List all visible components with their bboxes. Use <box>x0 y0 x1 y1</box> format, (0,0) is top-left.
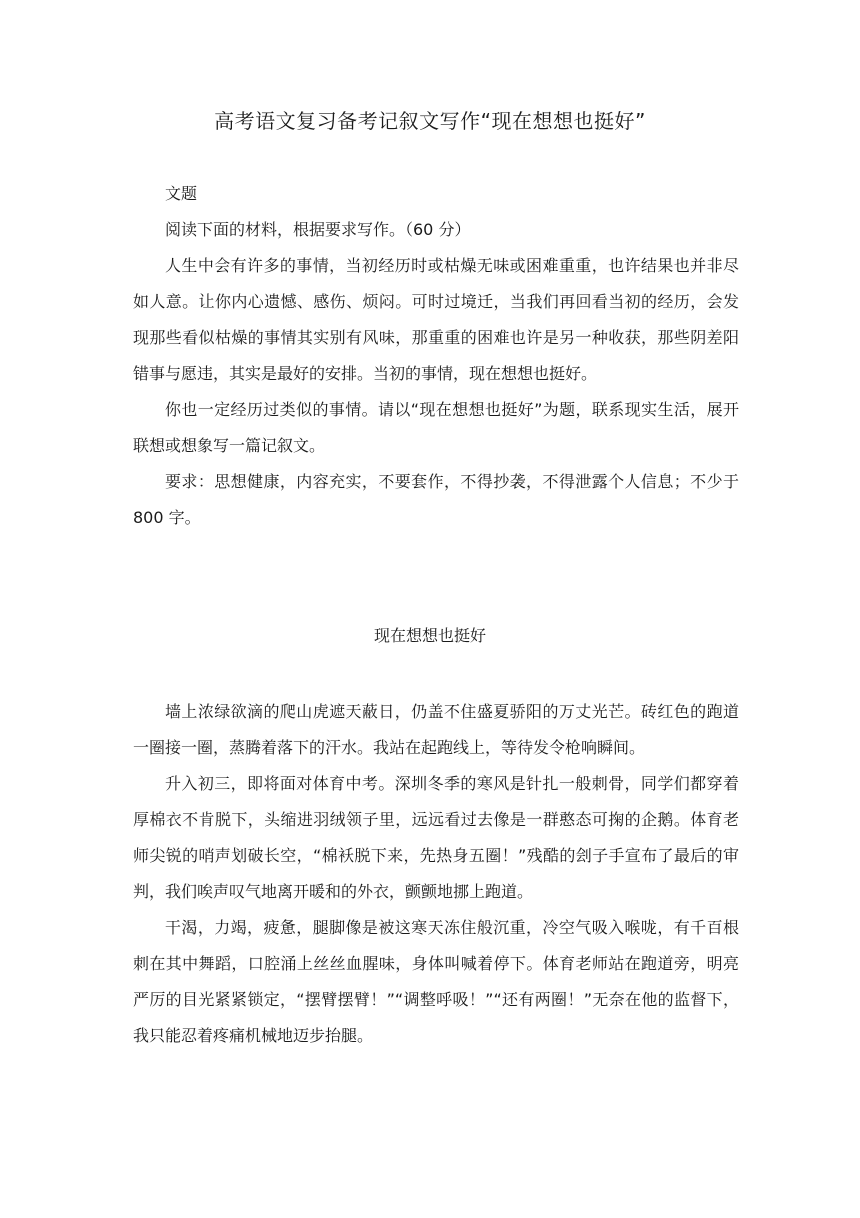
prompt-heading: 文题 <box>165 184 198 203</box>
essay-title: 现在想想也挺好 <box>373 626 486 645</box>
prompt-material-paragraph: 你也一定经历过类似的事情。请以“现在想想也挺好”为题，联系现实生活，展开联想或想象写一篇记叙文。 <box>133 400 739 455</box>
prompt-material-paragraph: 人生中会有许多的事情，当初经历时或枯燥无味或困难重重，也许结果也并非尽如人意。让你内心遗憾、感伤、烦闷。可时过境迁，当我们再回看当初的经历，会发现那些看似枯燥的事情其实别有风味，那重重的困难也许是另一种收获，那些阴差阳错事与愿违，其实是最好的安排。当初的事情，现在想想也挺好。 <box>133 256 739 383</box>
prompt-instruction: 阅读下面的材料，根据要求写作。（60 分） <box>165 220 471 239</box>
essay-paragraph: 升入初三，即将面对体育中考。深圳冬季的寒风是针扎一般刺骨，同学们都穿着厚棉衣不肯脱下，头缩进羽绒领子里，远远看过去像是一群憨态可掬的企鹅。体育老师尖锐的哨声划破长空，“棉袄脱下来，先热身五圈！”残酷的刽子手宣布了最后的审判，我们唉声叹气地离开暖和的外衣，颤颤地挪上跑道。 <box>133 774 739 901</box>
prompt-section <box>133 176 739 536</box>
essay-paragraph: 干渴，力竭，疲惫，腿脚像是被这寒天冻住般沉重，冷空气吸入喉咙，有千百根刺在其中舞蹈，口腔涌上丝丝血腥味，身体叫喊着停下。体育老师站在跑道旁，明亮严厉的目光紧紧锁定，“摆臂摆臂！”“调整呼吸！”“还有两圈！”无奈在他的监督下，我只能忍着疼痛机械地迈步抬腿。 <box>133 918 739 1045</box>
essay-body <box>133 694 739 1054</box>
essay-paragraph: 墙上浓绿欲滴的爬山虎遮天蔽日，仍盖不住盛夏骄阳的万丈光芒。砖红色的跑道一圈接一圈，蒸腾着落下的汗水。我站在起跑线上，等待发令枪响瞬间。 <box>133 702 739 757</box>
document-title: 高考语文复习备考记叙文写作“现在想想也挺好” <box>214 109 646 133</box>
prompt-requirements: 要求：思想健康，内容充实，不要套作，不得抄袭，不得泄露个人信息；不少于 800 字。 <box>133 472 739 527</box>
